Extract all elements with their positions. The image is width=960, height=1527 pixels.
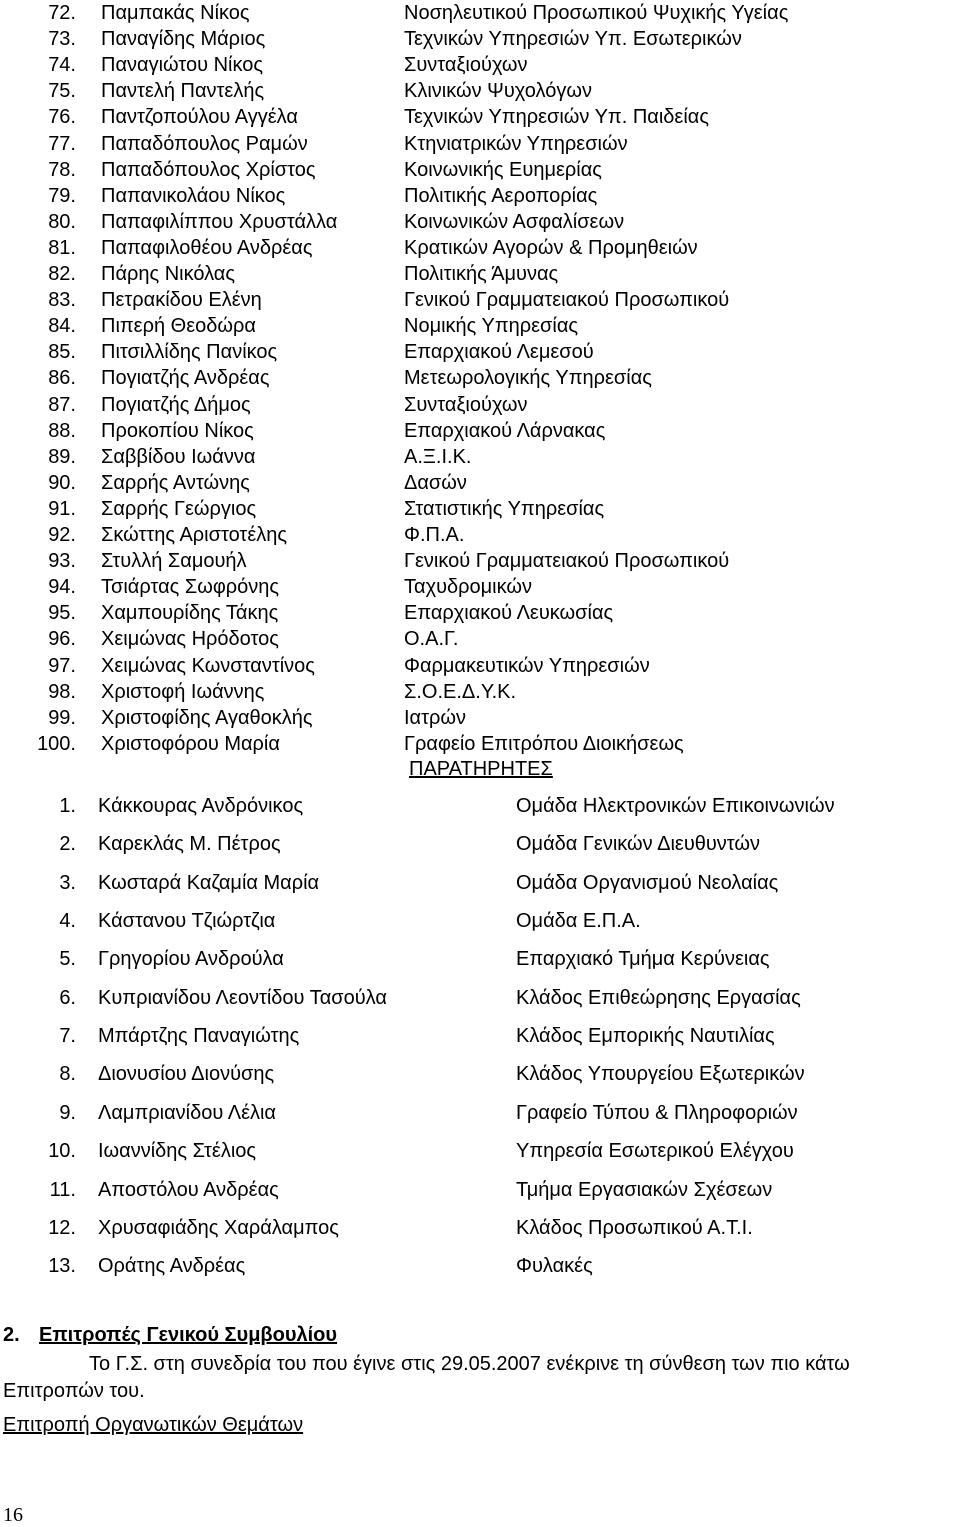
member-row <box>0 626 960 652</box>
observer-group: Κλάδος Προσωπικού Α.Τ.Ι. <box>516 1216 753 1239</box>
member-row <box>0 235 960 261</box>
member-department: Συνταξιούχων <box>404 393 528 416</box>
member-name: Παναγιώτου Νίκος <box>101 54 263 77</box>
observer-name: Κάστανου Τζιώρτζια <box>98 910 276 933</box>
member-name: Παπαδόπουλος Ραμών <box>101 132 308 155</box>
member-name: Σαρρής Αντώνης <box>101 471 250 494</box>
observer-group: Κλάδος Εμπορικής Ναυτιλίας <box>516 1025 775 1048</box>
member-name: Παντελή Παντελής <box>101 80 265 103</box>
member-number: 79. <box>48 184 76 207</box>
member-name: Παπαφιλοθέου Ανδρέας <box>101 236 313 259</box>
member-number: 78. <box>48 158 76 181</box>
observer-row <box>0 1252 960 1280</box>
member-department: Επαρχιακού Λάρνακας <box>404 419 606 442</box>
member-number: 73. <box>48 28 76 51</box>
member-row <box>0 470 960 496</box>
member-name: Σαρρής Γεώργιος <box>101 497 257 520</box>
observer-number: 5. <box>59 948 76 971</box>
member-row <box>0 0 960 26</box>
member-row <box>0 313 960 339</box>
section-paragraph <box>3 1351 960 1405</box>
observer-group: Κλάδος Υπουργείου Εξωτερικών <box>516 1063 805 1086</box>
observer-group: Γραφείο Τύπου & Πληροφοριών <box>516 1101 798 1124</box>
member-department: Συνταξιούχων <box>404 54 528 77</box>
observer-group: Φυλακές <box>516 1255 593 1278</box>
observer-name: Αποστόλου Ανδρέας <box>98 1178 279 1201</box>
member-name: Πιτσιλλίδης Πανίκος <box>101 341 278 364</box>
member-number: 88. <box>48 419 76 442</box>
member-row <box>0 574 960 600</box>
member-number: 99. <box>48 706 76 729</box>
committee-subheading: Επιτροπή Οργανωτικών Θεμάτων <box>3 1414 304 1436</box>
observer-group: Κλάδος Επιθεώρησης Εργασίας <box>516 986 801 1009</box>
member-name: Πογιατζής Δήμος <box>101 393 251 416</box>
member-department: Επαρχιακού Λευκωσίας <box>404 602 614 625</box>
observer-group: Ομάδα Ηλεκτρονικών Επικοινωνιών <box>516 795 835 817</box>
member-row <box>0 209 960 235</box>
observer-row <box>0 907 960 935</box>
member-name: Χριστοφόρου Μαρία <box>101 732 280 755</box>
observer-row <box>0 945 960 973</box>
member-row <box>0 261 960 287</box>
member-department: Σ.Ο.Ε.Δ.Υ.Κ. <box>404 680 517 703</box>
observer-number: 12. <box>48 1216 76 1239</box>
observer-row <box>0 1099 960 1127</box>
member-number: 93. <box>48 550 76 573</box>
paragraph-line-1: Το Γ.Σ. στη συνεδρία του που έγινε στις 29.05.2007 ενέκρινε τη σύνθεση των πιο κάτω <box>89 1353 850 1375</box>
member-number: 96. <box>48 628 76 651</box>
member-row <box>0 157 960 183</box>
observer-name: Καρεκλάς Μ. Πέτρος <box>98 833 281 856</box>
member-department: Ο.Α.Γ. <box>404 628 459 651</box>
member-name: Παπαδόπουλος Χρίστος <box>101 158 316 181</box>
member-row <box>0 653 960 679</box>
observer-number: 4. <box>59 910 76 933</box>
member-name: Χριστοφή Ιωάννης <box>101 680 265 703</box>
observer-number: 10. <box>48 1140 76 1163</box>
member-department: Κοινωνικής Ευημερίας <box>404 158 602 181</box>
member-row <box>0 679 960 705</box>
member-number: 77. <box>48 132 76 155</box>
member-department: Γενικού Γραμματειακού Προσωπικού <box>404 550 730 573</box>
observer-number: 9. <box>59 1101 76 1124</box>
observer-name: Οράτης Ανδρέας <box>98 1255 246 1278</box>
section-number: 2. <box>3 1324 20 1346</box>
member-number: 80. <box>48 210 76 233</box>
member-department: Φαρμακευτικών Υπηρεσιών <box>404 654 650 677</box>
observer-row <box>0 984 960 1012</box>
member-row <box>0 496 960 522</box>
observer-group: Ομάδα Οργανισμού Νεολαίας <box>516 871 779 894</box>
member-name: Σκώττης Αριστοτέλης <box>101 524 288 546</box>
member-name: Σαββίδου Ιωάννα <box>101 445 256 468</box>
member-number: 92. <box>48 524 76 546</box>
observer-row <box>0 792 960 820</box>
member-number: 98. <box>48 680 76 703</box>
observer-number: 3. <box>59 871 76 894</box>
member-number: 95. <box>48 602 76 625</box>
member-department: Κλινικών Ψυχολόγων <box>404 80 592 103</box>
member-name: Πογιατζής Ανδρέας <box>101 367 270 390</box>
member-name: Τσιάρτας Σωφρόνης <box>101 576 280 599</box>
section-title: Επιτροπές Γενικού Συμβουλίου <box>39 1324 338 1346</box>
member-row <box>0 522 960 548</box>
member-number: 76. <box>48 106 76 129</box>
member-row <box>0 104 960 130</box>
observer-name: Μπάρτζης Παναγιώτης <box>98 1025 300 1048</box>
observer-name: Γρηγορίου Ανδρούλα <box>98 948 284 971</box>
observer-number: 8. <box>59 1063 76 1086</box>
observer-row <box>0 1022 960 1050</box>
observer-name: Κωσταρά Καζαμία Μαρία <box>98 871 320 894</box>
member-department: Νοσηλευτικού Προσωπικού Ψυχικής Υγείας <box>404 2 789 24</box>
member-number: 85. <box>48 341 76 364</box>
observer-group: Επαρχιακό Τμήμα Κερύνειας <box>516 948 770 971</box>
member-department: Στατιστικής Υπηρεσίας <box>404 497 605 520</box>
observer-group: Τμήμα Εργασιακών Σχέσεων <box>516 1178 773 1201</box>
observer-number: 6. <box>59 986 76 1009</box>
member-number: 75. <box>48 80 76 103</box>
member-department: Νομικής Υπηρεσίας <box>404 315 579 338</box>
member-department: Φ.Π.Α. <box>404 524 465 546</box>
member-department: Τεχνικών Υπηρεσιών Υπ. Εσωτερικών <box>404 28 742 51</box>
member-department: Κοινωνικών Ασφαλίσεων <box>404 210 625 233</box>
page-number: 16 <box>3 1504 23 1526</box>
observer-row <box>0 1214 960 1242</box>
observer-name: Χρυσαφιάδης Χαράλαμπος <box>98 1216 339 1239</box>
member-row <box>0 52 960 78</box>
member-row <box>0 418 960 444</box>
observer-group: Υπηρεσία Εσωτερικού Ελέγχου <box>516 1140 794 1163</box>
member-name: Χαμπουρίδης Τάκης <box>101 602 279 625</box>
member-number: 89. <box>48 445 76 468</box>
member-name: Παντζοπούλου Αγγέλα <box>101 106 298 129</box>
member-row <box>0 705 960 731</box>
observer-number: 7. <box>59 1025 76 1048</box>
member-department: Α.Ξ.Ι.Κ. <box>404 445 472 468</box>
member-row <box>0 26 960 52</box>
member-number: 84. <box>48 315 76 338</box>
member-number: 91. <box>48 497 76 520</box>
member-number: 97. <box>48 654 76 677</box>
member-name: Παμπακάς Νίκος <box>101 2 250 24</box>
member-row <box>0 731 960 757</box>
observer-row <box>0 869 960 897</box>
observer-row <box>0 830 960 858</box>
observer-name: Κάκκουρας Ανδρόνικος <box>98 795 304 817</box>
paragraph-line-2: Επιτροπών του. <box>3 1380 145 1402</box>
member-row <box>0 183 960 209</box>
member-row <box>0 548 960 574</box>
section-heading <box>3 1322 337 1348</box>
observer-number: 2. <box>59 833 76 856</box>
member-department: Ταχυδρομικών <box>404 576 532 599</box>
member-number: 90. <box>48 471 76 494</box>
member-department: Πολιτικής Άμυνας <box>404 263 559 285</box>
observer-number: 1. <box>59 795 76 817</box>
member-department: Επαρχιακού Λεμεσού <box>404 341 594 364</box>
member-number: 83. <box>48 289 76 312</box>
observer-row <box>0 1176 960 1204</box>
member-name: Χριστοφίδης Αγαθοκλής <box>101 706 313 729</box>
member-name: Χειμώνας Ηρόδοτος <box>101 628 279 651</box>
member-row <box>0 365 960 391</box>
observer-group: Ομάδα Ε.Π.Α. <box>516 910 641 933</box>
observer-name: Λαμπριανίδου Λέλια <box>98 1101 276 1124</box>
member-name: Πάρης Νικόλας <box>101 263 235 285</box>
member-department: Κτηνιατρικών Υπηρεσιών <box>404 132 628 155</box>
member-number: 86. <box>48 367 76 390</box>
member-department: Γενικού Γραμματειακού Προσωπικού <box>404 289 730 312</box>
observer-row <box>0 1137 960 1165</box>
member-row <box>0 287 960 313</box>
member-number: 82. <box>48 263 76 285</box>
member-department: Γραφείο Επιτρόπου Διοικήσεως <box>404 732 684 755</box>
observer-name: Διονυσίου Διονύσης <box>98 1063 275 1086</box>
observers-heading: ΠΑΡΑΤΗΡΗΤΕΣ <box>409 758 553 780</box>
member-row <box>0 444 960 470</box>
member-name: Παπανικολάου Νίκος <box>101 184 286 207</box>
member-department: Κρατικών Αγορών & Προμηθειών <box>404 236 698 259</box>
observer-name: Κυπριανίδου Λεοντίδου Τασούλα <box>98 986 387 1009</box>
member-number: 74. <box>48 54 76 77</box>
member-number: 81. <box>48 236 76 259</box>
member-name: Πετρακίδου Ελένη <box>101 289 262 312</box>
member-name: Παπαφιλίππου Χρυστάλλα <box>101 210 338 233</box>
member-number: 72. <box>48 2 76 24</box>
member-name: Χειμώνας Κωνσταντίνος <box>101 654 315 677</box>
member-name: Πιπερή Θεοδώρα <box>101 315 256 338</box>
member-department: Ιατρών <box>404 706 467 729</box>
member-row <box>0 339 960 365</box>
member-department: Δασών <box>404 471 467 494</box>
member-number: 94. <box>48 576 76 599</box>
member-row <box>0 392 960 418</box>
member-department: Πολιτικής Αεροπορίας <box>404 184 598 207</box>
observer-row <box>0 1060 960 1088</box>
member-number: 87. <box>48 393 76 416</box>
member-name: Παναγίδης Μάριος <box>101 28 266 51</box>
observer-number: 13. <box>48 1255 76 1278</box>
member-number: 100. <box>37 732 76 755</box>
observer-name: Ιωαννίδης Στέλιος <box>98 1140 257 1163</box>
observer-number: 11. <box>49 1178 76 1201</box>
member-row <box>0 600 960 626</box>
member-department: Μετεωρολογικής Υπηρεσίας <box>404 367 652 390</box>
member-department: Τεχνικών Υπηρεσιών Υπ. Παιδείας <box>404 106 709 129</box>
member-row <box>0 131 960 157</box>
observer-group: Ομάδα Γενικών Διευθυντών <box>516 833 761 856</box>
member-row <box>0 78 960 104</box>
member-name: Προκοπίου Νίκος <box>101 419 254 442</box>
member-name: Στυλλή Σαμουήλ <box>101 550 247 573</box>
